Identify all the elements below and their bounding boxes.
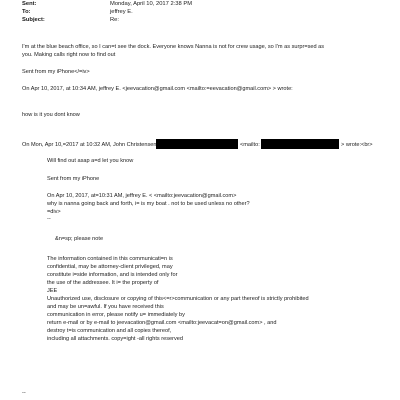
quote-header-2-mailto: <mailto:	[240, 142, 260, 148]
disclaimer-line: communication in error, please notify u= immediately by	[47, 312, 185, 318]
quoted-question: how is it you dont know	[22, 112, 80, 118]
disclaimer-line: including all attachments. copy=ight -all rights reserved	[47, 336, 184, 342]
signature-iphone-1: Sent from my iPhone</=iv>	[22, 69, 90, 75]
quoted-reply-line: Will find out asap a=d let you know	[47, 158, 134, 164]
reply-line-1: I'm at the blue beach office, so I can=t see the dock. Everyone knows Nanna is not for crew usage, so I'm as surpr=sed as	[22, 44, 325, 50]
redaction-bar	[261, 139, 339, 149]
signature-iphone-2: Sent from my iPhone	[47, 176, 100, 182]
footer-dashes: --	[22, 390, 26, 396]
sent-value: Monday, April 10, 2017 2:38 PM	[110, 1, 193, 7]
to-value: jeffrey E.	[110, 9, 133, 15]
quoted-message: why is nanna going back and forth, i= is my boat . not to be used unless no other?	[47, 201, 250, 207]
to-label: To:	[22, 9, 31, 15]
disclaimer-line: constitute i=side information, and is intended only for	[47, 272, 178, 278]
disclaimer-line: destroy t=is communication and all copies thereof,	[47, 328, 172, 334]
disclaimer-line: the use of the addressee. It i= the property of	[47, 280, 159, 286]
quote-header-1: On Apr 10, 2017, at 10:34 AM, jeffrey E. <jeevacation@gmail.com <mailto:=eevacation@gmail.com> > wrote:	[22, 86, 293, 92]
disclaimer-line: confidential, may be attorney-client privileged, may	[47, 264, 173, 270]
disclaimer-line: return e-mail or by e-mail to jeevacation@gmail.com <mailto:jeevacat=on@gmail.com> , and	[47, 320, 277, 326]
quote-header-2: On Mon, Apr 10,=2017 at 10:32 AM, John Christensen	[22, 142, 157, 148]
subject-value: Re:	[110, 17, 120, 23]
redaction-bar	[156, 139, 238, 149]
separator-dashes: --	[47, 216, 51, 222]
disclaimer-line: JEE	[47, 288, 58, 294]
please-note: &n=sp; please note	[55, 236, 104, 242]
quote-header-2-end: > wrote:<br>	[341, 142, 373, 148]
quote-header-3: On Apr 10, 2017, at=10:31 AM, jeffrey E. < <mailto:jeevacation@gmail.com>	[47, 193, 237, 199]
reply-line-2: you. Making calls right now to find out	[22, 52, 116, 58]
disclaimer-line: and may be un=awful. If you have received this	[47, 304, 164, 310]
sent-label: Sent:	[22, 1, 37, 7]
disclaimer-line: The information contained in this communicati=n is	[47, 256, 173, 262]
html-fragment: =div>	[47, 209, 61, 215]
subject-label: Subject:	[22, 17, 45, 23]
disclaimer-line: Unauthorized use, disclosure or copying of this<=r>communication or any part thereof is strictly prohibited	[47, 296, 309, 302]
